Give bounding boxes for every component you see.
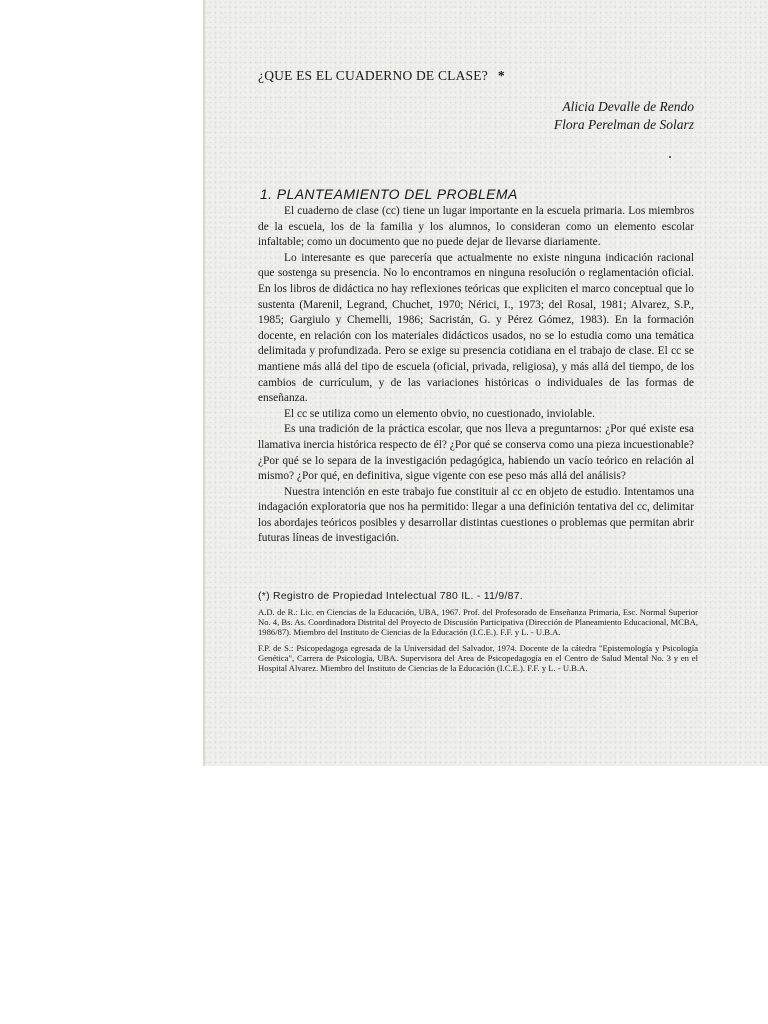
author-list — [554, 98, 694, 134]
scan-speck — [669, 156, 671, 158]
footnotes — [258, 591, 698, 678]
paragraph: Nuestra intención en este trabajo fue constituir al cc en objeto de estudio. Intentamos una indagación exploratoria que nos ha permitido: llegar a una definición tentativa del cc, delimitar los abordajes teóricos posibles y desarrollar distintas cuestiones o problemas que permitan abrir futuras líneas de investigación. — [258, 485, 694, 545]
footnote-registration: (*) Registro de Propiedad Intelectual 780 IL. - 11/9/87. — [258, 591, 523, 602]
scan-edge — [203, 0, 205, 766]
document-title — [258, 68, 505, 84]
paragraph: Es una tradición de la práctica escolar, que nos lleva a preguntarnos: ¿Por qué existe esa llamativa inercia histórica respecto de él? ¿Por qué se conserva como una pieza incuestionable? ¿Por qué se lo separa de la investigación pedagógica, habiendo un vacío teórico en relación al mismo? ¿Por qué, en definitiva, sigue vigente con ese peso más allá del análisis? — [258, 423, 694, 483]
paragraph: Lo interesante es que parecería que actualmente no existe ninguna indicación racional que sostenga su presencia. No lo encontramos en ninguna resolución o reglamentación oficial. En los libros de didáctica no hay reflexiones teóricas que expliciten el marco conceptual que lo sustenta (Marenil, Legrand, Chuchet, 1970; Nérici, I., 1973; del Rosal, 1981; Alvarez, S.P., 1985; Gargiulo y Chemelli, 1986; Sacristán, G. y Pérez Gómez, 1983). En la formación docente, en relación con los materiales didácticos usados, no se lo estudia como una temática delimitada y profundizada. Pero se exige su presencia cotidiana en el trabajo de clase. El cc se mantiene más allá del tipo de escuela (oficial, privada, religiosa), y más allá del tiempo, de los cambios de currículum, y de las variaciones históricas o individuales de las formas de enseñanza. — [258, 251, 694, 405]
footnote-author-2: F.P. de S.: Psicopedagoga egresada de la Universidad del Salvador, 1974. Docente de la cátedra "Epistemología y Psicología Genética", Carrera de Psicología, UBA. Supervisora del Area de Psicopedagogía en el Centro de Salud Mental No. 3 y en el Hospital Alvarez. Miembro del Instituto de Ciencias de la Educación (I.C.E.). F.F. y L. - U.B.A. — [258, 642, 698, 674]
author-name: Alicia Devalle de Rendo — [562, 99, 694, 114]
title-text: ¿QUE ES EL CUADERNO DE CLASE? — [258, 68, 488, 83]
section-heading: 1. PLANTEAMIENTO DEL PROBLEMA — [260, 186, 518, 202]
paragraph: El cuaderno de clase (cc) tiene un lugar importante en la escuela primaria. Los miembros de la escuela, los de la familia y los alumnos, lo consideran como un elemento escolar infaltable; como un documento que no puede dejar de llevarse diariamente. — [258, 205, 694, 249]
body-text — [258, 204, 694, 547]
footnote-author-1: A.D. de R.: Lic. en Ciencias de la Educación, UBA, 1967. Prof. del Profesorado de Enseñanza Primaria, Esc. Normal Superior No. 4, Bs. As. Coordinadora Distrital del Proyecto de Discusión Participativa (Dirección de Planeamiento Educacional, MCBA, 1986/87). Miembro del Instituto de Ciencias de la Educación (I.C.E.). F.F. y L. - U.B.A. — [258, 607, 698, 638]
paragraph: El cc se utiliza como un elemento obvio, no cuestionado, inviolable. — [284, 407, 595, 420]
title-footnote-mark: * — [497, 68, 505, 83]
author-name: Flora Perelman de Solarz — [553, 117, 694, 132]
